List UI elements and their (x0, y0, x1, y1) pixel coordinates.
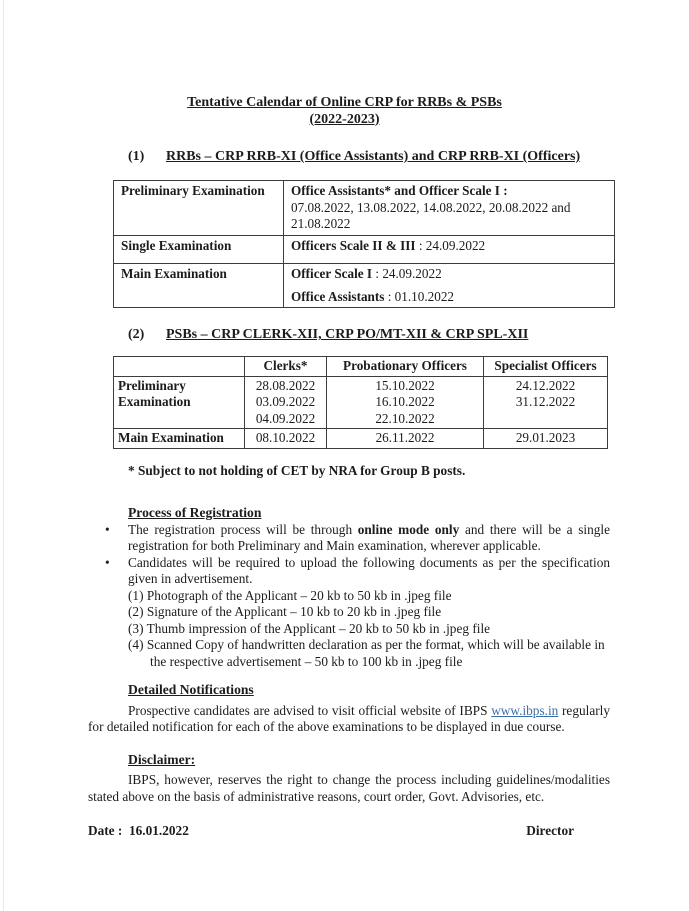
director-signature: Director (526, 823, 574, 838)
disclaimer-paragraph: IBPS, however, reserves the right to change the process including guidelines/modalities stated above on the basis of administrative reasons, court order, Govt. Advisories, etc. (88, 772, 610, 804)
section-1-number: (1) (128, 149, 145, 164)
section-2-title: PSBs – CRP CLERK-XII, CRP PO/MT-XII & CRP SPL-XII (166, 327, 529, 342)
rrb-single-date: : 24.09.2022 (415, 237, 486, 253)
date-value: 16.01.2022 (129, 823, 189, 838)
rrb-prelim-dates (284, 181, 615, 236)
psb-prelim-clerks (245, 376, 327, 429)
psb-prelim-clerks-date: 03.09.2022 (255, 394, 316, 409)
section-1-heading (128, 148, 689, 165)
rrb-single-label: Single Examination (114, 235, 284, 264)
bullet-1-pre: The registration process will be through (128, 521, 358, 537)
psb-prelim-po-date: 22.10.2022 (375, 410, 435, 426)
section-1-title: RRBs – CRP RRB-XI (Office Assistants) and CRP RRB-XI (Officers) (166, 149, 581, 164)
page-edge-shadow (3, 0, 4, 911)
notifications-text-pre: Prospective candidates are advised to visit official website of IBPS (128, 702, 492, 718)
psb-header-po: Probationary Officers (327, 357, 484, 377)
title-line-2: (2022-2023) (309, 111, 380, 127)
psb-schedule-table (113, 356, 608, 449)
table-header-row (114, 357, 608, 377)
ibps-website-link[interactable]: www.ibps.in (491, 702, 559, 718)
registration-bullet-2-text: Candidates will be required to upload the following documents as per the specification given in advertisement. (128, 554, 610, 586)
bullet-1-bold: online mode only (357, 521, 460, 537)
bullet-1-post: and there will be a single registration for both Preliminary and Main examination, wherever applicable. (128, 521, 610, 553)
rrb-main-line-1 (291, 266, 607, 283)
psb-prelim-so (484, 376, 608, 429)
list-item-photograph: (1) Photograph of the Applicant – 20 kb to 50 kb in .jpeg file (128, 587, 452, 603)
notifications-text-post: regularly for detailed notification for each of the above examinations to be displayed in due course. (88, 702, 610, 734)
document-upload-list (128, 588, 610, 671)
document-footer (88, 823, 574, 840)
notifications-paragraph (88, 703, 610, 736)
psb-prelim-so-date: 31.12.2022 (515, 394, 576, 409)
rrb-prelim-label: Preliminary Examination (114, 181, 284, 236)
date-label: Date : (88, 823, 123, 838)
psb-prelim-po (327, 376, 484, 429)
section-2-heading (128, 326, 689, 343)
rrb-main-line2-bold: Office Assistants (291, 288, 385, 304)
psb-prelim-po-date: 16.10.2022 (375, 394, 435, 409)
rrb-main-line1-bold: Officer Scale I (291, 266, 373, 281)
psb-prelim-label: Preliminary Examination (114, 376, 245, 429)
psb-header-clerks: Clerks* (245, 357, 327, 377)
bullet-icon: • (105, 521, 110, 537)
notifications-heading: Detailed Notifications (128, 682, 254, 697)
registration-bullet-1 (105, 522, 610, 555)
cet-footnote: * Subject to not holding of CET by NRA for Group B posts. (128, 462, 466, 478)
rrb-single-dates (284, 235, 615, 264)
table-row (114, 181, 615, 236)
registration-heading: Process of Registration (128, 505, 262, 520)
table-row (114, 429, 608, 449)
psb-header-blank (114, 357, 245, 377)
rrb-main-dates (284, 264, 615, 308)
rrb-prelim-bold: Office Assistants* and Officer Scale I : (291, 183, 508, 198)
psb-main-po: 26.11.2022 (327, 429, 484, 449)
table-row (114, 235, 615, 264)
rrb-main-label: Main Examination (114, 264, 284, 308)
disclaimer-heading: Disclaimer: (128, 751, 196, 767)
list-item-thumb-impression: (3) Thumb impression of the Applicant – 20 kb to 50 kb in .jpeg file (128, 620, 491, 636)
psb-prelim-clerks-date: 28.08.2022 (255, 377, 316, 393)
rrb-prelim-date-list: 07.08.2022, 13.08.2022, 14.08.2022, 20.08.2022 and 21.08.2022 (291, 199, 571, 231)
registration-bullet-2 (105, 555, 610, 588)
psb-header-so: Specialist Officers (484, 357, 608, 377)
section-2-number: (2) (128, 327, 145, 342)
psb-main-clerks: 08.10.2022 (245, 429, 327, 449)
table-row (114, 264, 615, 308)
rrb-single-bold: Officers Scale II & III (291, 237, 416, 253)
table-row (114, 376, 608, 429)
document-title (0, 0, 689, 128)
list-item-declaration: (4) Scanned Copy of handwritten declaration as per the format, which will be available in the respective advertisement – 50 kb to 100 kb in .jpeg file (128, 637, 605, 669)
rrb-main-line2-date: : 01.10.2022 (384, 288, 455, 304)
title-line-1: Tentative Calendar of Online CRP for RRBs & PSBs (187, 95, 502, 110)
list-item-signature: (2) Signature of the Applicant – 10 kb to 20 kb in .jpeg file (128, 604, 442, 619)
rrb-schedule-table (113, 180, 615, 308)
psb-prelim-clerks-date: 04.09.2022 (255, 410, 316, 426)
psb-main-so: 29.01.2023 (484, 429, 608, 449)
psb-prelim-so-date: 24.12.2022 (515, 377, 576, 393)
psb-main-label: Main Examination (114, 429, 245, 449)
psb-prelim-po-date: 15.10.2022 (375, 377, 435, 393)
rrb-main-line-2 (291, 289, 607, 306)
date-line (88, 823, 189, 840)
registration-bullet-1-text (128, 522, 610, 555)
bullet-icon: • (105, 554, 110, 570)
rrb-main-line1-date: : 24.09.2022 (372, 266, 442, 281)
